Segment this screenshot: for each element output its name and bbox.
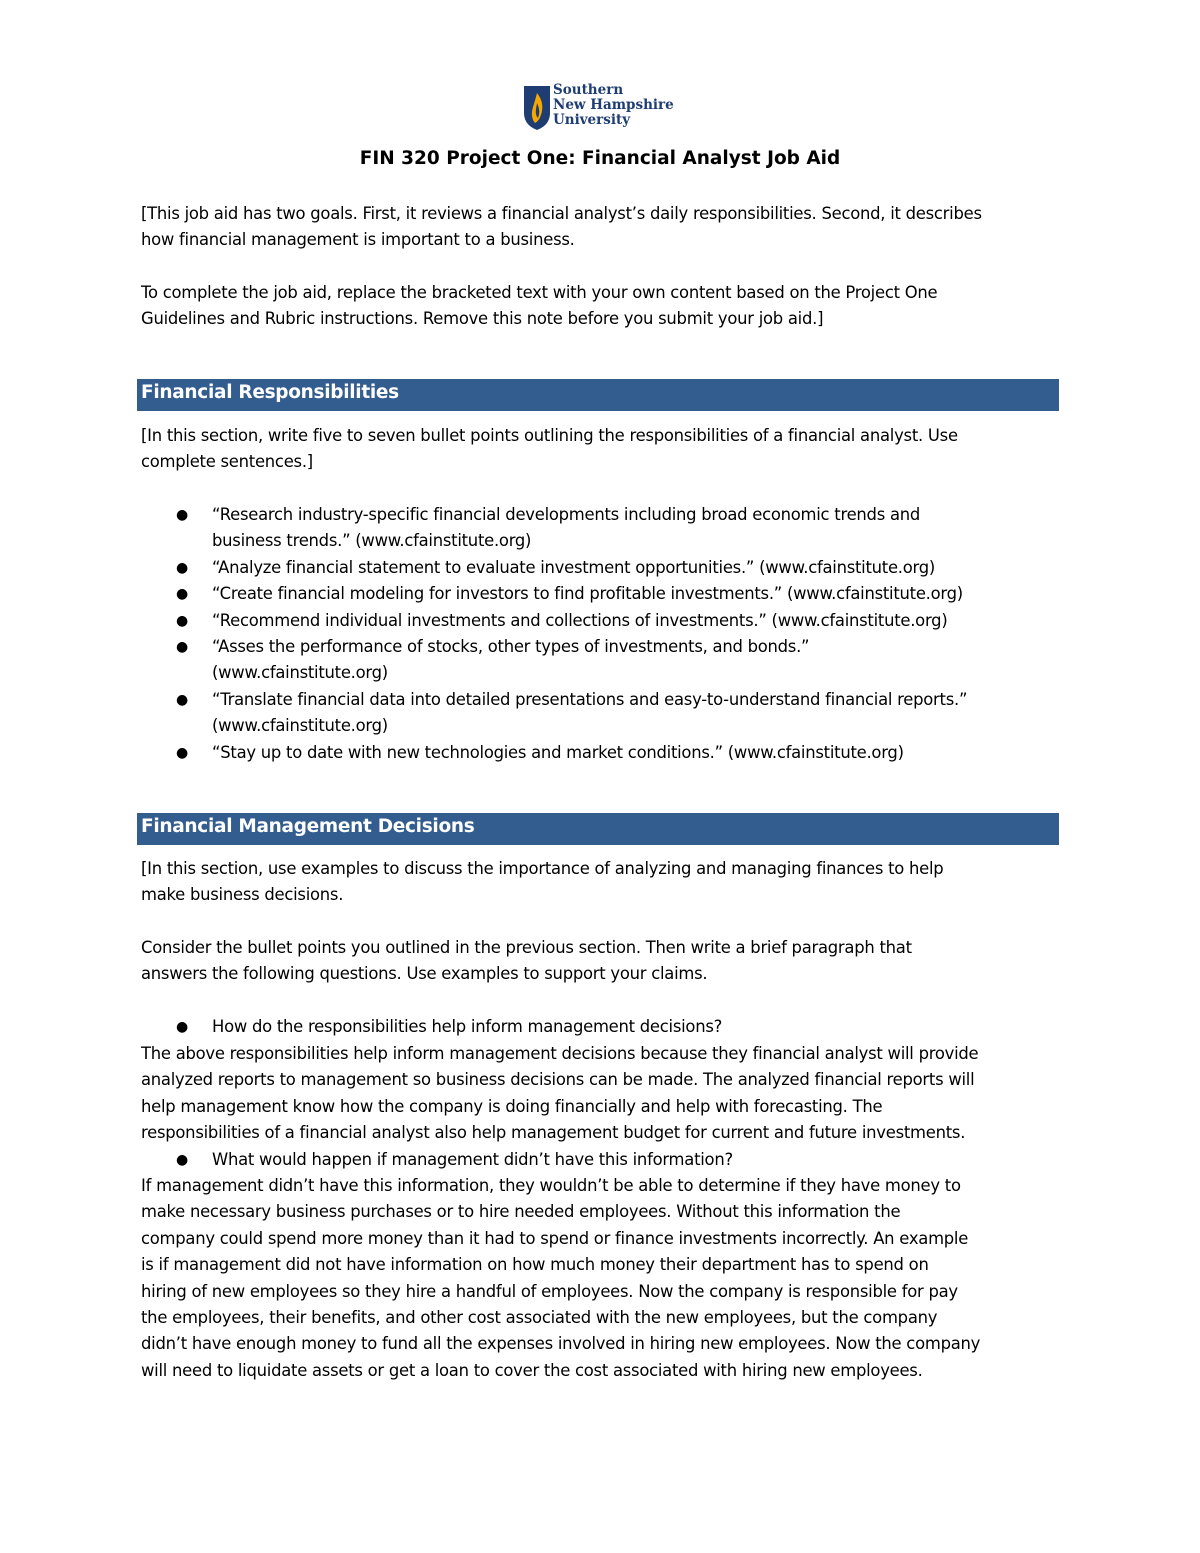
list-item bbox=[172, 740, 1072, 766]
text-line: “Research industry-specific financial developments including broad economic trends and bbox=[212, 505, 921, 524]
text-line: (www.cfainstitute.org) bbox=[212, 663, 388, 683]
text-line: [In this section, write five to seven bullet points outlining the responsibilities of a financial analyst. Use bbox=[141, 426, 958, 445]
section-heading-text: Financial Responsibilities bbox=[141, 382, 399, 403]
intro-paragraph-1 bbox=[141, 201, 1066, 254]
logo-line: Southern bbox=[553, 82, 624, 98]
text-line: business trends.” (www.cfainstitute.org) bbox=[212, 531, 532, 551]
bullet-icon: ● bbox=[176, 559, 188, 576]
text-line: make business decisions. bbox=[141, 885, 344, 905]
text-line: help management know how the company is doing financially and help with forecasting. The bbox=[141, 1096, 883, 1116]
text-line: hiring of new employees so they hire a handful of employees. Now the company is responsible for pay bbox=[141, 1281, 958, 1301]
bullet-icon: ● bbox=[176, 586, 188, 603]
text-line: The above responsibilities help inform management decisions because they financial analyst will provide bbox=[141, 1044, 979, 1063]
text-line: is if management did not have information on how much money their department has to spend on bbox=[141, 1255, 929, 1275]
bullet-icon: ● bbox=[176, 691, 188, 708]
text-line: “Translate financial data into detailed presentations and easy-to-understand financial reports.” bbox=[212, 689, 968, 709]
text-line: will need to liquidate assets or get a loan to cover the cost associated with hiring new employees. bbox=[141, 1360, 923, 1380]
list-item bbox=[172, 608, 1072, 634]
section1-instructions bbox=[141, 423, 1066, 476]
text-line: [This job aid has two goals. First, it reviews a financial analyst’s daily responsibilities. Second, it describes bbox=[141, 204, 982, 223]
logo-line: University bbox=[553, 112, 631, 128]
text-line: company could spend more money than it had to spend or finance investments incorrectly. An example bbox=[141, 1228, 969, 1248]
text-line: analyzed reports to management so business decisions can be made. The analyzed financial reports will bbox=[141, 1070, 975, 1090]
text-line: “Recommend individual investments and collections of investments.” (www.cfainstitute.org) bbox=[212, 610, 948, 630]
answer-1 bbox=[141, 1041, 1066, 1147]
bullet-icon: ● bbox=[176, 507, 188, 523]
list-item bbox=[172, 581, 1072, 607]
bullet-icon: ● bbox=[176, 1019, 188, 1035]
logo-wordmark bbox=[553, 83, 693, 128]
text-line: “Create financial modeling for investors to find profitable investments.” (www.cfainstitute.org) bbox=[212, 584, 963, 604]
text-line: How do the responsibilities help inform management decisions? bbox=[212, 1017, 723, 1036]
bullet-icon: ● bbox=[176, 612, 188, 629]
bullet-icon: ● bbox=[176, 639, 188, 656]
list-item bbox=[172, 1147, 1072, 1173]
text-line: answers the following questions. Use examples to support your claims. bbox=[141, 964, 708, 984]
text-line: If management didn’t have this information, they wouldn’t be able to determine if they have money to bbox=[141, 1176, 961, 1195]
text-line: the employees, their benefits, and other cost associated with the new employees, but the company bbox=[141, 1308, 938, 1328]
text-line: make necessary business purchases or to hire needed employees. Without this information the bbox=[141, 1202, 901, 1222]
text-line: (www.cfainstitute.org) bbox=[212, 716, 388, 736]
text-line: What would happen if management didn’t have this information? bbox=[212, 1150, 733, 1169]
text-line: “Analyze financial statement to evaluate investment opportunities.” (www.cfainstitute.org) bbox=[212, 557, 936, 577]
shield-flame-icon bbox=[523, 85, 551, 131]
logo-line: New Hampshire bbox=[553, 97, 674, 113]
text-line: responsibilities of a financial analyst also help management budget for current and future investments. bbox=[141, 1123, 966, 1143]
text-line: complete sentences.] bbox=[141, 452, 313, 472]
list-item bbox=[172, 555, 1072, 581]
document-title: FIN 320 Project One: Financial Analyst Job Aid bbox=[359, 148, 841, 169]
text-line: how financial management is important to a business. bbox=[141, 230, 575, 250]
list-item bbox=[172, 502, 1072, 555]
university-logo bbox=[523, 83, 693, 133]
bullet-icon: ● bbox=[176, 1152, 188, 1168]
question-2 bbox=[172, 1147, 1072, 1173]
text-line: Consider the bullet points you outlined in the previous section. Then write a brief paragraph that bbox=[141, 938, 912, 957]
section2-prompt bbox=[141, 935, 1066, 988]
section2-instructions bbox=[141, 856, 1066, 909]
list-item bbox=[172, 687, 1072, 740]
text-line: didn’t have enough money to fund all the expenses involved in hiring new employees. Now the company bbox=[141, 1334, 981, 1354]
section-heading-financial-responsibilities bbox=[137, 379, 1059, 411]
text-line: [In this section, use examples to discuss the importance of analyzing and managing finances to help bbox=[141, 859, 944, 878]
intro-paragraph-2 bbox=[141, 280, 1066, 333]
section-heading-financial-management-decisions bbox=[137, 813, 1059, 845]
responsibilities-list bbox=[172, 502, 1072, 766]
list-item bbox=[172, 1014, 1072, 1040]
text-line: “Asses the performance of stocks, other types of investments, and bonds.” bbox=[212, 637, 810, 657]
answer-2 bbox=[141, 1173, 1066, 1384]
section-heading-text: Financial Management Decisions bbox=[141, 816, 475, 837]
text-line: To complete the job aid, replace the bracketed text with your own content based on the Project One bbox=[141, 283, 938, 302]
text-line: “Stay up to date with new technologies and market conditions.” (www.cfainstitute.org) bbox=[212, 742, 904, 762]
question-1 bbox=[172, 1014, 1072, 1040]
text-line: Guidelines and Rubric instructions. Remove this note before you submit your job aid.] bbox=[141, 309, 824, 329]
list-item bbox=[172, 634, 1072, 687]
bullet-icon: ● bbox=[176, 744, 188, 761]
